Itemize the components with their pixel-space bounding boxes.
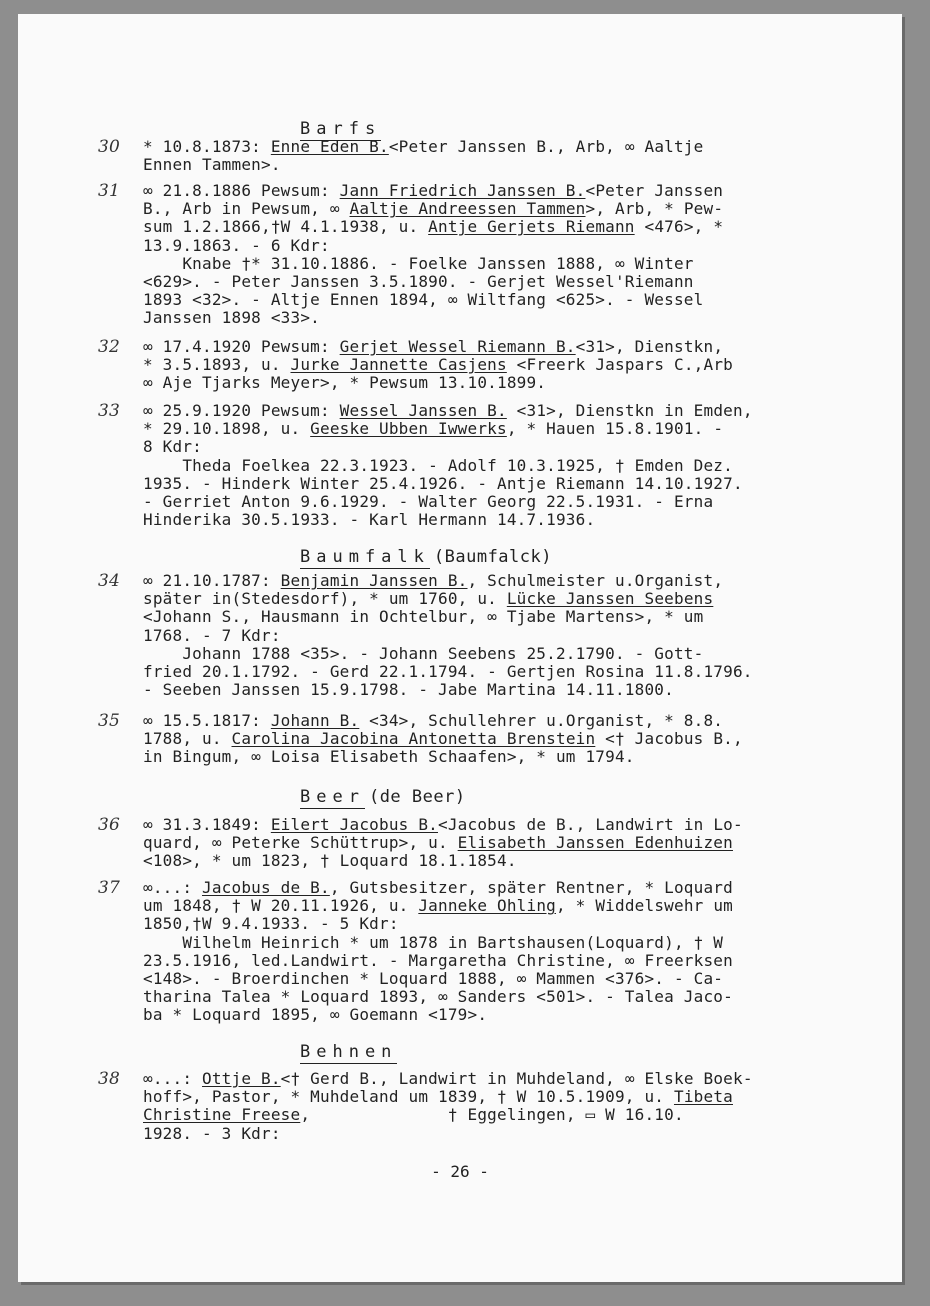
entry-line — [143, 590, 843, 608]
entry-text — [143, 402, 843, 529]
entry-line — [143, 988, 843, 1006]
text-segment: <34>, Schullehrer u.Organist, * 8.8. — [359, 711, 724, 730]
entry-line — [143, 934, 843, 952]
entry-line — [143, 681, 843, 699]
entry-text — [143, 712, 843, 767]
person-name: Carolina Jacobina Antonetta Brenstein — [231, 729, 596, 749]
entry-line — [143, 627, 843, 645]
entry-line — [143, 218, 843, 236]
entry-number: 37 — [98, 878, 121, 898]
section-title: Behnen — [300, 1042, 398, 1062]
entry-text — [143, 138, 843, 174]
entry-line — [143, 1006, 843, 1024]
entry-line — [143, 138, 843, 156]
text-segment: <† Gerd B., Landwirt in Muhdeland, ∞ Elske Boek- — [280, 1069, 753, 1088]
entry-line — [143, 952, 843, 970]
entry-line — [143, 748, 843, 766]
person-name: Elisabeth Janssen Edenhuizen — [457, 833, 733, 853]
text-segment: , Gutsbesitzer, später Rentner, * Loquard — [329, 878, 733, 897]
text-segment: ∞ 25.9.1920 Pewsum: — [143, 401, 340, 420]
entry-text — [143, 816, 843, 871]
text-segment: Theda Foelkea 22.3.1923. - Adolf 10.3.1925, † Emden Dez. — [143, 455, 733, 475]
entry-line — [143, 915, 843, 933]
entry-text — [143, 572, 843, 699]
entry-number: 36 — [98, 815, 121, 835]
text-segment: um 1848, † W 20.11.1926, u. — [143, 896, 419, 916]
entry-line — [143, 572, 843, 590]
section-subtitle: (Baumfalck) — [433, 547, 552, 567]
text-segment: * 3.5.1893, u. — [143, 355, 291, 375]
text-segment: in Bingum, ∞ Loisa Elisabeth Schaafen>, * um 1794. — [143, 747, 635, 767]
section-title: Beer — [300, 787, 365, 807]
section-heading — [300, 120, 381, 139]
person-name: Enne Eden B. — [270, 137, 389, 156]
text-segment: Hinderika 30.5.1933. - Karl Hermann 14.7.1936. — [143, 510, 596, 530]
text-segment: - Seeben Janssen 15.9.1798. - Jabe Martina 14.11.1800. — [143, 680, 674, 700]
text-segment: ∞ 21.8.1886 Pewsum: — [143, 181, 340, 200]
person-name: Gerjet Wessel Riemann B. — [339, 337, 576, 356]
entry-text — [143, 1070, 843, 1143]
text-segment: <Freerk Jaspars C.,Arb — [506, 355, 733, 375]
entry-number: 38 — [98, 1069, 121, 1089]
text-segment: Ennen Tammen>. — [143, 155, 281, 175]
section-title: Baumfalk — [300, 547, 430, 567]
text-segment: <476>, * — [634, 217, 724, 237]
entry-line — [143, 645, 843, 663]
entry-line — [143, 237, 843, 255]
person-name: Jacobus de B. — [202, 878, 330, 897]
text-segment: fried 20.1.1792. - Gerd 22.1.1794. - Gertjen Rosina 11.8.1796. — [143, 661, 753, 681]
person-name: Lücke Janssen Seebens — [506, 589, 714, 609]
text-segment: sum 1.2.1866,†W 4.1.1938, u. — [143, 217, 429, 237]
text-segment: ∞ 31.3.1849: — [143, 815, 271, 834]
text-segment: 1893 <32>. - Altje Ennen 1894, ∞ Wiltfang <625>. - Wessel — [143, 290, 704, 310]
text-segment: Johann 1788 <35>. - Johann Seebens 25.2.1790. - Gott- — [143, 643, 704, 663]
entry-line — [143, 438, 843, 456]
entry-line — [143, 608, 843, 626]
text-segment: später in(Stedesdorf), * um 1760, u. — [143, 589, 507, 609]
entry-line — [143, 309, 843, 327]
text-segment: ∞ 17.4.1920 Pewsum: — [143, 337, 340, 356]
entry-line — [143, 712, 843, 730]
person-name: Eilert Jacobus B. — [270, 815, 438, 834]
person-name: Janneke Ohling — [418, 896, 556, 916]
person-name: Geeske Ubben Iwwerks — [310, 419, 507, 439]
text-segment: <Jacobus de B., Landwirt in Lo- — [438, 815, 743, 834]
text-segment: quard, ∞ Peterke Schüttrup>, u. — [143, 833, 458, 853]
entry-line — [143, 475, 843, 493]
text-segment: <629>. - Peter Janssen 3.5.1890. - Gerjet Wessel'Riemann — [143, 271, 694, 291]
entry-number: 35 — [98, 711, 121, 731]
text-segment: hoff>, Pastor, * Muhdeland um 1839, † W 10.5.1909, u. — [143, 1087, 674, 1107]
text-segment: 13.9.1863. - 6 Kdr: — [143, 235, 330, 255]
entry-line — [143, 402, 843, 420]
entry-line — [143, 970, 843, 988]
person-name: Wessel Janssen B. — [339, 401, 507, 420]
entry-number: 32 — [98, 337, 121, 357]
entry-number: 33 — [98, 401, 121, 421]
text-segment: 1928. - 3 Kdr: — [143, 1123, 281, 1143]
text-segment: ba * Loquard 1895, ∞ Goemann <179>. — [143, 1005, 488, 1025]
text-segment: tharina Talea * Loquard 1893, ∞ Sanders <501>. - Talea Jaco- — [143, 987, 733, 1007]
entry-line — [143, 879, 843, 897]
text-segment: 1788, u. — [143, 729, 232, 749]
text-segment: <31>, Dienstkn in Emden, — [506, 401, 753, 420]
entry-line — [143, 897, 843, 915]
text-segment: , † Eggelingen, ▭ W 16.10. — [300, 1105, 684, 1125]
entry-text — [143, 338, 843, 393]
text-segment: <† Jacobus B., — [595, 729, 743, 749]
entry-text — [143, 879, 843, 1025]
person-name: Ottje B. — [202, 1069, 281, 1088]
text-segment: <148>. - Broerdinchen * Loquard 1888, ∞ Mammen <376>. - Ca- — [143, 968, 724, 988]
entry-text — [143, 182, 843, 328]
section-heading — [300, 788, 466, 807]
text-segment: 1850,†W 9.4.1933. - 5 Kdr: — [143, 914, 399, 934]
person-name: Benjamin Janssen B. — [280, 571, 468, 590]
text-segment: <108>, * um 1823, † Loquard 18.1.1854. — [143, 851, 517, 871]
entry-line — [143, 493, 843, 511]
person-name: Antje Gerjets Riemann — [428, 217, 635, 237]
entry-number: 31 — [98, 181, 121, 201]
entry-line — [143, 663, 843, 681]
entry-line — [143, 457, 843, 475]
entry-line — [143, 338, 843, 356]
text-segment: 1935. - Hinderk Winter 25.4.1926. - Antje Riemann 14.10.1927. — [143, 473, 743, 493]
entry-line — [143, 156, 843, 174]
person-name: Jurke Jannette Casjens — [290, 355, 507, 375]
entry-line — [143, 420, 843, 438]
text-segment: ∞ Aje Tjarks Meyer>, * Pewsum 13.10.1899. — [143, 373, 547, 393]
entry-line — [143, 273, 843, 291]
entry-line — [143, 182, 843, 200]
text-segment: >, Arb, * Pew- — [585, 199, 724, 219]
entry-line — [143, 356, 843, 374]
entry-number: 34 — [98, 571, 121, 591]
entry-line — [143, 1125, 843, 1143]
text-segment: , * Hauen 15.8.1901. - — [506, 419, 724, 439]
text-segment: Wilhelm Heinrich * um 1878 in Bartshausen(Loquard), † W — [143, 932, 724, 952]
section-title: Barfs — [300, 119, 382, 139]
entry-line — [143, 1088, 843, 1106]
text-segment: <Peter Janssen B., Arb, ∞ Aaltje — [388, 137, 704, 156]
text-segment: <31>, Dienstkn, — [575, 337, 724, 356]
text-segment: * 10.8.1873: — [143, 137, 271, 156]
text-segment: Janssen 1898 <33>. — [143, 308, 320, 328]
text-segment: , * Widdelswehr um — [556, 896, 733, 916]
section-heading — [300, 1043, 397, 1062]
text-segment: - Gerriet Anton 9.6.1929. - Walter Georg 22.5.1931. - Erna — [143, 491, 714, 511]
text-segment: 23.5.1916, led.Landwirt. - Margaretha Christine, ∞ Freerksen — [143, 950, 733, 970]
text-segment: ∞...: — [143, 878, 202, 897]
text-segment: Knabe †* 31.10.1886. - Foelke Janssen 1888, ∞ Winter — [143, 253, 694, 273]
entry-number: 30 — [98, 137, 121, 157]
text-segment: <Johann S., Hausmann in Ochtelbur, ∞ Tjabe Martens>, * um — [143, 607, 704, 627]
entry-line — [143, 816, 843, 834]
entry-line — [143, 291, 843, 309]
text-segment: 1768. - 7 Kdr: — [143, 625, 281, 645]
entry-line — [143, 255, 843, 273]
entry-line — [143, 852, 843, 870]
person-name: Johann B. — [270, 711, 360, 730]
entry-line — [143, 374, 843, 392]
entry-line — [143, 511, 843, 529]
entry-line — [143, 1106, 843, 1124]
text-segment: <Peter Janssen — [585, 181, 724, 200]
entry-line — [143, 1070, 843, 1088]
text-segment: B., Arb in Pewsum, ∞ — [143, 199, 350, 219]
section-subtitle: (de Beer) — [368, 787, 466, 807]
page-number: - 26 - — [431, 1162, 489, 1181]
section-heading — [300, 548, 552, 567]
page-content — [18, 14, 902, 1282]
text-segment: ∞...: — [143, 1069, 202, 1088]
text-segment: ∞ 21.10.1787: — [143, 571, 281, 590]
person-name: Aaltje Andreessen Tammen — [349, 199, 586, 219]
entry-line — [143, 200, 843, 218]
person-name: Tibeta — [673, 1087, 733, 1107]
person-name: Jann Friedrich Janssen B. — [339, 181, 586, 200]
person-name: Christine Freese — [143, 1105, 301, 1125]
text-segment: , Schulmeister u.Organist, — [467, 571, 724, 590]
text-segment: * 29.10.1898, u. — [143, 419, 311, 439]
text-segment: ∞ 15.5.1817: — [143, 711, 271, 730]
text-segment: 8 Kdr: — [143, 437, 202, 457]
document-page — [18, 14, 902, 1282]
entry-line — [143, 834, 843, 852]
entry-line — [143, 730, 843, 748]
